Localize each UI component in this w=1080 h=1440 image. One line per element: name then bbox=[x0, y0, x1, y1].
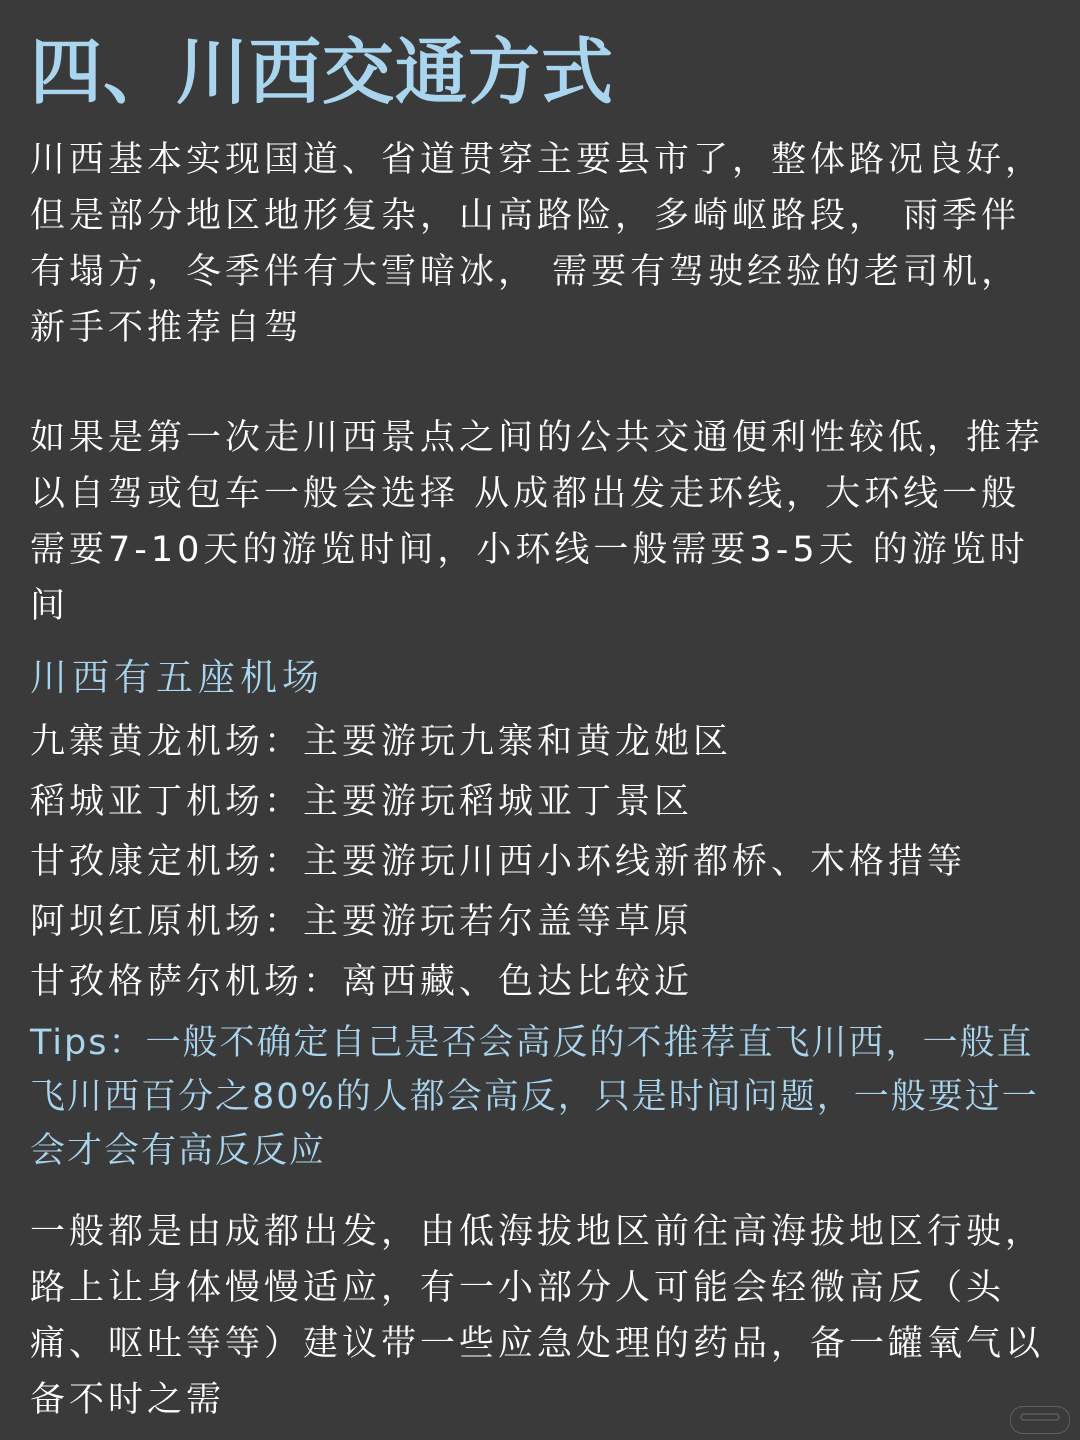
watermark-icon bbox=[1020, 1411, 1060, 1423]
watermark-logo bbox=[1010, 1406, 1070, 1434]
airport-item-jiuzhai-huanglong: 九寨黄龙机场：主要游玩九寨和黄龙她区 bbox=[30, 722, 733, 762]
airports-heading: 川西有五座机场 bbox=[30, 656, 324, 699]
altitude-advice-paragraph: 一般都是由成都出发，由低海拔地区前往高海拔地区行驶，路上让身体慢慢适应，有一小部分人可能会轻微高反（头痛、呕吐等等）建议带一些应急处理的药品，备一罐氧气以备不时之需 bbox=[30, 1212, 1045, 1420]
page-title: 四、川西交通方式 bbox=[30, 30, 615, 114]
road-conditions-paragraph: 川西基本实现国道、省道贯穿主要县市了，整体路况良好，但是部分地区地形复杂，山高路险，多崎岖路段， 雨季伴有塌方，冬季伴有大雪暗冰， 需要有驾驶经验的老司机，新手不推荐自驾 bbox=[30, 140, 1045, 348]
airport-item-ganzi-kangding: 甘孜康定机场：主要游玩川西小环线新都桥、木格措等 bbox=[30, 842, 967, 882]
tips-paragraph: Tips：一般不确定自己是否会高反的不推荐直飞川西，一般直飞川西百分之80%的人都会高反，只是时间问题，一般要过一会才会有高反反应 bbox=[30, 1023, 1039, 1171]
airport-list bbox=[30, 712, 1050, 1012]
first-trip-paragraph: 如果是第一次走川西景点之间的公共交通便利性较低，推荐以自驾或包车一般会选择 从成都出发走环线，大环线一般需要7-10天的游览时间，小环线一般需要3-5天 的游览时间 bbox=[30, 418, 1045, 626]
airport-item-aba-hongyuan: 阿坝红原机场：主要游玩若尔盖等草原 bbox=[30, 902, 694, 942]
paragraph-spacer bbox=[30, 356, 1050, 410]
airport-item-ganzi-gesaer: 甘孜格萨尔机场：离西藏、色达比较近 bbox=[30, 962, 694, 1002]
airport-item-daocheng-yading: 稻城亚丁机场：主要游玩稻城亚丁景区 bbox=[30, 782, 694, 822]
